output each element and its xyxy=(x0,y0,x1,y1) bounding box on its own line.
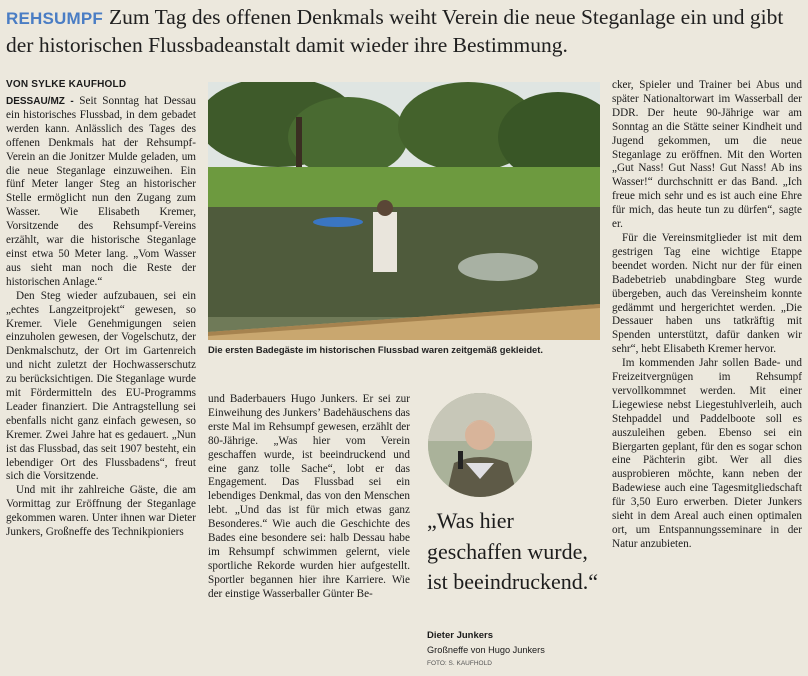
pull-quote: „Was hier geschaffen wurde, ist beeindruckend.“ xyxy=(427,508,599,594)
river-bath-photo xyxy=(208,82,600,340)
column-3 xyxy=(612,79,802,552)
quote-role: Großneffe von Hugo Junkers xyxy=(427,645,545,655)
byline: VON SYLKE KAUFHOLD xyxy=(6,79,127,90)
headline: Zum Tag des offenen Denkmals weiht Verein die neue Steganlage ein und gibt der historischen Flussbadeanstalt damit wieder ihre Bestimmung. xyxy=(6,5,784,57)
river-bath-image xyxy=(208,82,600,340)
paragraph: Und mit ihr zahlreiche Gäste, die am Vormittag zur Eröffnung der Steganlage gekommen waren. Unter ihnen war Dieter Junkers, Großneffe des Technikpioniers xyxy=(6,484,196,539)
paragraph: Im kommenden Jahr sollen Bade- und Freizeitvergnügen im Rehsumpf vervollkommnet werden. Mit einer Liegewiese nebst Liegestuhlverleih, auch Stehpaddel und Paddelboote soll es auszuleihen geben. Ebenso sei ein Biergarten geplant, für den es sogar schon eine Pächterin gibt. Wer all dies ausprobieren möchte, kann neben der Badewiese auch eine Tagesmitgliedschaft für 3,50 Euro erwerben. Dieter Junkers sieht in dem Areal auch einen optimalen ort, um Entspannungsseminare in der Natur anzubieten. xyxy=(612,357,802,550)
portrait-photo xyxy=(428,393,532,497)
headline-block xyxy=(6,4,802,59)
portrait-image xyxy=(428,393,532,497)
column-2 xyxy=(208,393,410,602)
quote-name: Dieter Junkers xyxy=(427,630,494,641)
dateline: DESSAU/MZ - xyxy=(6,96,74,107)
paragraph: Den Steg wieder aufzubauen, sei ein „echtes Langzeitprojekt“ gewesen, so Kremer. Viele Genehmigungen seien einzuholen gewesen, der Vogelschutz, der Denkmalschutz, der Ort im Gartenreich und nicht zuletzt der Hochwasserschutz zu berücksichtigen. Die Steganlage wurde mit Fördermitteln des EU-Programms Leader finanziert. Die Antragstellung sei ebenfalls nicht ganz einfach gewesen, so Kremer. Zwei Jahre hat es gedauert. „Nun ist das Flussbad, das seit 1907 besteht, ein lebendiger Ort des Flussbadens“, freut sich die Vorsitzende. xyxy=(6,289,196,483)
photo-credit: FOTO: S. KAUFHOLD xyxy=(427,660,492,667)
paragraph: Für die Vereinsmitglieder ist mit dem gestrigen Tag eine wichtige Etappe beendet worden. Nicht nur der für einen Badebetrieb unabdingbare Steg wurde übergeben, auch das Vereinsheim konnte gedämmt und hergerichtet werden. „Die Dessauer haben uns tatkräftig mit Spenden unterstützt, dafür danken wir sehr“, hebt Elisabeth Kremer hervor. xyxy=(612,231,802,356)
paragraph: und Baderbauers Hugo Junkers. Er sei zur Einweihung des Junkers’ Badehäuschens das erste Mal im Rehsumpf gewesen, erzählt der 80-Jährige. „Was hier vom Verein geschaffen wurde, ist beeindruckend und eine ganz tolle Sache“, lobt er das Engagement. Das Flussbad sei ein lebendiges Denkmal, das von den Menschen lebt. „Und das ist für mich etwas ganz Besonderes.“ Wie auch die Geschichte des Bades eine besondere sei: halb Dessau habe im Rehsumpf schwimmen gelernt, viele sportliche Rekorde wurden hier aufgestellt. Sportler begannen hier ihre Karriere. Wie der einstige Wasserballer Günter Be- xyxy=(208,393,410,600)
column-1 xyxy=(6,95,196,540)
paragraph: cker, Spieler und Trainer bei Abus und später Nationaltorwart im Wasserball der DDR. Der heute 90-Jährige war am Sonntag an die Stätte seiner Kindheit und Jugend gekommen, um die neue Steganlage zu eröffnen. Mit den Worten „Gut Nass! Gut Nass! Gut Nass! Ab ins Wasser!“ durchschnitt er das Band. „Ich freue mich sehr und es ist auch eine Ehre für mich, das heute tun zu dürfen“, sagte er. xyxy=(612,79,802,231)
paragraph: DESSAU/MZ - Seit Sonntag hat Dessau ein historisches Flussbad, in dem gebadet werden kann. Anlässlich des Tages des offenen Denkmals hat der Rehsumpf-Verein an die Jonitzer Mulde geladen, um die neue Steganlage einzuweihen. Ein fünf Meter langer Steg an historischer Stelle ermöglicht nun den Zugang zum Wasser. Wie Elisabeth Kremer, Vorsitzende des Rehsumpf-Vereins erzählt, war die historische Steganlage einst etwa 50 Meter lang. „Vom Wasser aus sieht man noch die Reste der historischen Anlage.“ xyxy=(6,95,196,288)
photo-caption: Die ersten Badegäste im historischen Flussbad waren zeitgemäß gekleidet. xyxy=(208,344,544,355)
kicker: REHSUMPF xyxy=(6,9,103,28)
